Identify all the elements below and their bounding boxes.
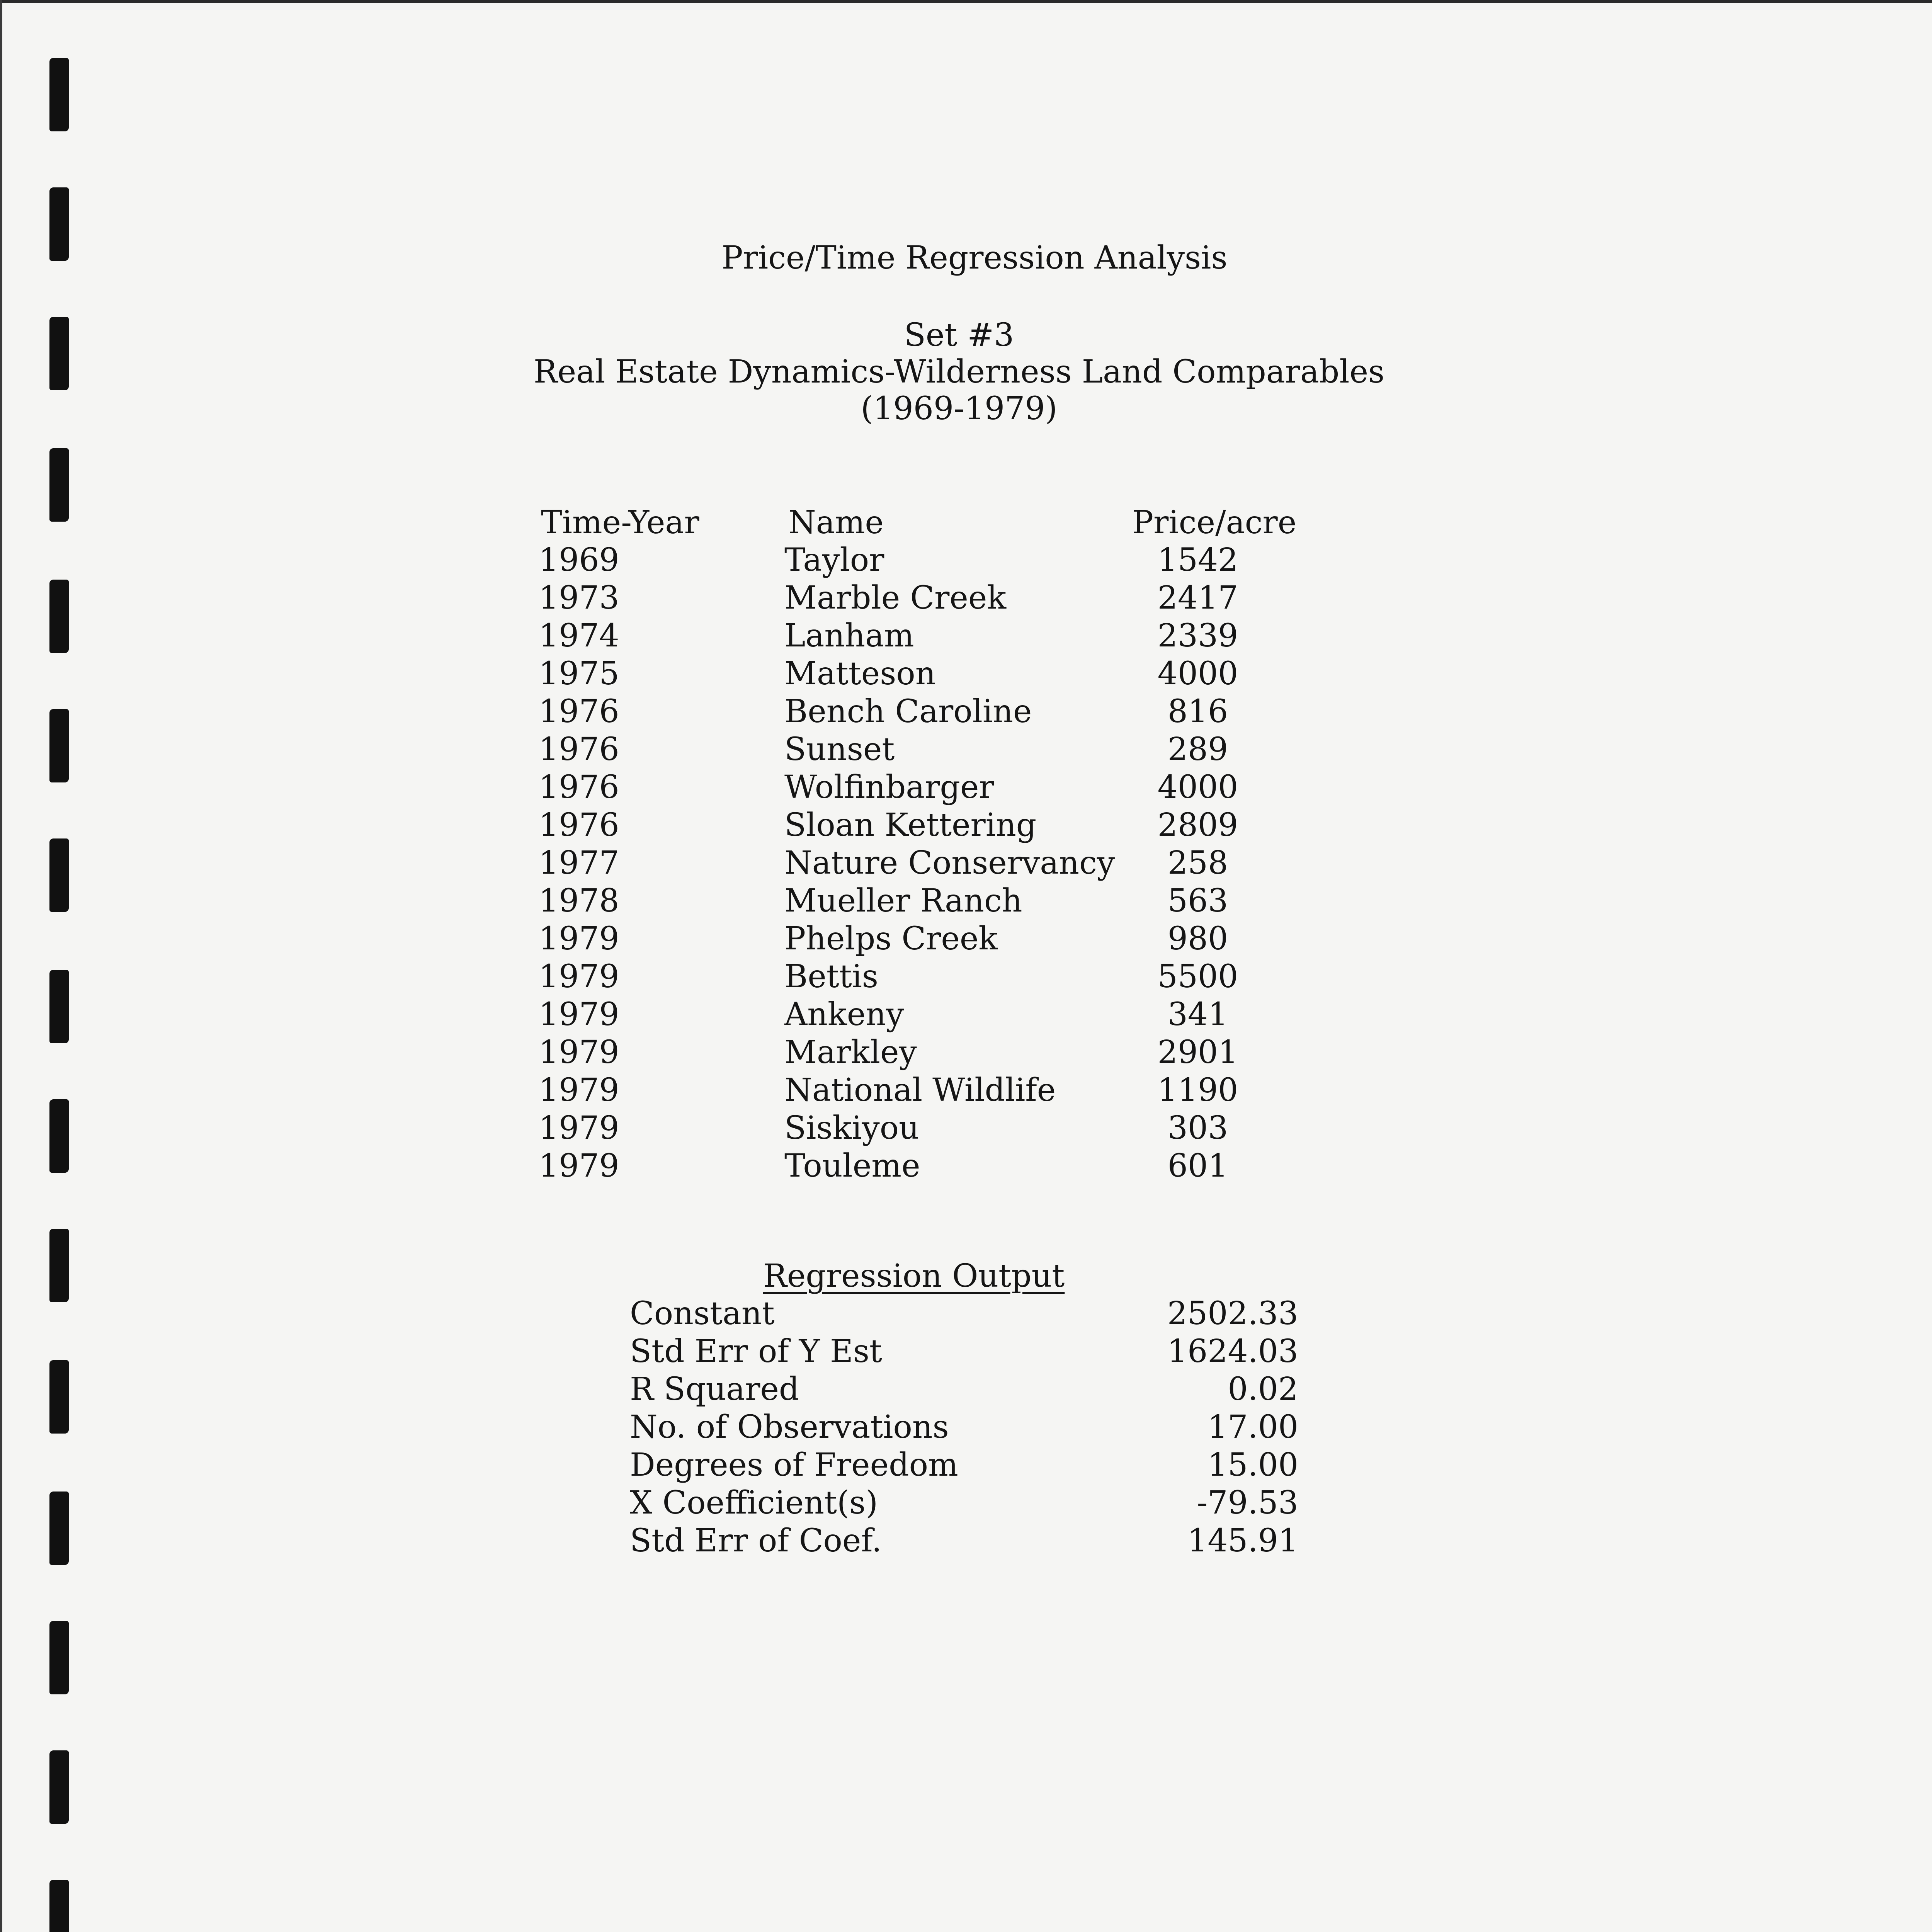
regression-value: 15.00 — [1208, 1447, 1298, 1483]
table-cell-year: 1977 — [539, 845, 619, 881]
table-cell-year: 1976 — [539, 769, 619, 806]
table-cell-year: 1974 — [539, 617, 619, 654]
table-cell-name: Sunset — [784, 731, 895, 768]
column-header-price: Price/acre — [1132, 504, 1297, 541]
table-cell-name: Lanham — [784, 617, 914, 654]
regression-value: -79.53 — [1197, 1485, 1298, 1521]
binder-hole — [49, 580, 69, 653]
table-cell-name: Nature Conservancy — [784, 845, 1115, 881]
binder-hole — [49, 448, 69, 522]
table-cell-price: 2417 — [1157, 580, 1238, 616]
table-cell-year: 1969 — [539, 542, 619, 578]
table-cell-name: Taylor — [784, 542, 884, 578]
table-cell-year: 1979 — [539, 996, 619, 1033]
table-cell-year: 1976 — [539, 693, 619, 730]
table-cell-name: Ankeny — [784, 996, 904, 1033]
table-cell-name: Siskiyou — [784, 1110, 919, 1146]
regression-output-title: Regression Output — [763, 1258, 1065, 1294]
binder-hole — [49, 1880, 69, 1932]
table-cell-price: 303 — [1167, 1110, 1228, 1146]
binder-hole — [49, 709, 69, 782]
table-cell-price: 289 — [1167, 731, 1228, 768]
table-cell-price: 816 — [1167, 693, 1228, 730]
binder-hole — [49, 58, 69, 131]
binder-hole — [49, 1750, 69, 1824]
table-cell-price: 5500 — [1157, 958, 1238, 995]
table-cell-year: 1979 — [539, 1148, 619, 1184]
table-cell-year: 1979 — [539, 1034, 619, 1071]
table-cell-price: 563 — [1167, 883, 1228, 919]
table-cell-price: 980 — [1167, 920, 1228, 957]
regression-label: No. of Observations — [630, 1409, 949, 1446]
table-cell-year: 1979 — [539, 920, 619, 957]
subtitle: Real Estate Dynamics-Wilderness Land Comparables — [533, 354, 1385, 390]
regression-value: 17.00 — [1208, 1409, 1298, 1446]
table-cell-name: Bench Caroline — [784, 693, 1032, 730]
table-cell-name: Wolfinbarger — [784, 769, 994, 806]
table-cell-year: 1979 — [539, 1072, 619, 1109]
table-cell-year: 1976 — [539, 731, 619, 768]
table-cell-price: 2339 — [1157, 617, 1238, 654]
table-cell-year: 1975 — [539, 655, 619, 692]
table-cell-price: 4000 — [1157, 655, 1238, 692]
regression-label: R Squared — [630, 1371, 799, 1408]
table-cell-year: 1978 — [539, 883, 619, 919]
regression-value: 145.91 — [1187, 1522, 1298, 1559]
regression-value: 0.02 — [1228, 1371, 1298, 1408]
table-cell-name: Mueller Ranch — [784, 883, 1022, 919]
binder-hole — [49, 1621, 69, 1694]
binder-hole — [49, 1492, 69, 1565]
binder-hole — [49, 838, 69, 912]
regression-label: Std Err of Coef. — [630, 1522, 882, 1559]
regression-label: Constant — [630, 1295, 775, 1332]
table-cell-year: 1979 — [539, 1110, 619, 1146]
binder-hole — [49, 1229, 69, 1302]
table-cell-price: 1190 — [1157, 1072, 1238, 1109]
table-cell-price: 2809 — [1157, 807, 1238, 844]
regression-value: 1624.03 — [1167, 1333, 1298, 1370]
binder-hole — [49, 970, 69, 1043]
scan-edge-top — [0, 0, 1932, 3]
regression-value: 2502.33 — [1167, 1295, 1298, 1332]
regression-label: Degrees of Freedom — [630, 1447, 958, 1483]
binder-hole — [49, 1360, 69, 1434]
date-range: (1969-1979) — [861, 390, 1058, 427]
page-title: Price/Time Regression Analysis — [721, 240, 1228, 276]
table-cell-year: 1976 — [539, 807, 619, 844]
table-cell-price: 1542 — [1157, 542, 1238, 578]
table-cell-name: Phelps Creek — [784, 920, 998, 957]
binder-hole — [49, 1099, 69, 1173]
table-cell-price: 2901 — [1157, 1034, 1238, 1071]
table-cell-price: 601 — [1167, 1148, 1228, 1184]
set-label: Set #3 — [904, 317, 1014, 354]
table-cell-name: Marble Creek — [784, 580, 1007, 616]
table-cell-name: Bettis — [784, 958, 878, 995]
table-cell-name: National Wildlife — [784, 1072, 1056, 1109]
column-header-name: Name — [788, 504, 884, 541]
table-cell-price: 4000 — [1157, 769, 1238, 806]
table-cell-name: Matteson — [784, 655, 936, 692]
table-cell-year: 1973 — [539, 580, 619, 616]
table-cell-name: Markley — [784, 1034, 917, 1071]
table-cell-name: Touleme — [784, 1148, 920, 1184]
table-cell-price: 258 — [1167, 845, 1228, 881]
regression-label: X Coefficient(s) — [630, 1485, 878, 1521]
column-header-year: Time-Year — [541, 504, 699, 541]
table-cell-year: 1979 — [539, 958, 619, 995]
scan-edge-left — [0, 0, 2, 1932]
table-cell-price: 341 — [1167, 996, 1228, 1033]
regression-label: Std Err of Y Est — [630, 1333, 882, 1370]
table-cell-name: Sloan Kettering — [784, 807, 1037, 844]
